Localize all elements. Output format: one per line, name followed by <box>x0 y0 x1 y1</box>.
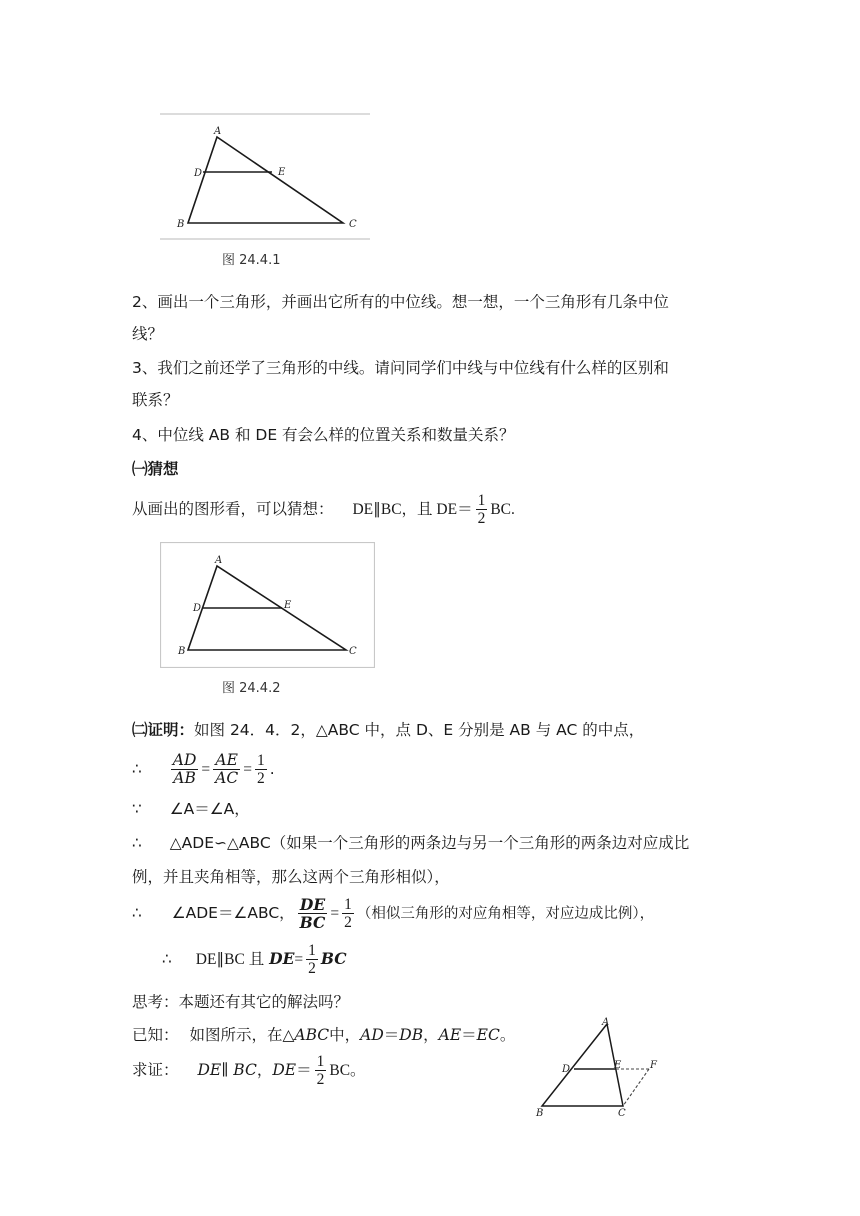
triangle-parallelogram-figure <box>532 1012 672 1124</box>
frac-den-bc: BC <box>299 913 326 932</box>
prove-end: BC。 <box>329 1062 366 1079</box>
angle-equality: ∠A＝∠A， <box>169 800 250 818</box>
period: . <box>269 760 275 778</box>
prove-eq: ＝ <box>296 1061 312 1079</box>
proof-intro-line <box>132 718 644 742</box>
prove-frac-num: 1 <box>316 1053 325 1070</box>
label-B: B <box>536 1108 544 1119</box>
conclusion-parallel: DE∥BC 且 <box>195 951 265 968</box>
equals-4: = <box>294 951 304 968</box>
proof-heading: ㈡证明： <box>132 721 195 739</box>
label-F: F <box>650 1060 657 1071</box>
angle-ade-abc: ∠ADE＝∠ABC， <box>171 904 295 922</box>
label-A: A <box>215 555 223 566</box>
label-D: D <box>194 168 203 179</box>
given-db: DB <box>399 1026 424 1044</box>
prove-sep: ， <box>256 1061 273 1079</box>
because-symbol: ∵ <box>132 800 142 818</box>
figure-24-4-2 <box>160 542 375 668</box>
label-C: C <box>618 1108 626 1119</box>
guess-heading: ㈠猜想 <box>132 460 179 478</box>
guess-statement <box>132 492 515 527</box>
therefore-symbol: ∴ <box>132 834 142 852</box>
frac-num-1c: 1 <box>308 942 316 959</box>
similarity-reason: （相似三角形的对应角相等，对应边成比例）， <box>356 906 655 922</box>
conclusion-half <box>306 942 318 977</box>
prove-parallel: DE∥ BC <box>197 1061 257 1079</box>
proof-conclusion-line <box>162 942 347 977</box>
ratio-half <box>255 752 267 787</box>
label-C: C <box>349 646 357 657</box>
ratio-ad-ab <box>171 752 199 787</box>
equals-1: = <box>201 761 211 778</box>
given-text-1: 如图所示，在 <box>189 1026 283 1044</box>
guess-text-before: 从画出的图形看，可以猜想： <box>132 500 334 518</box>
frac-num-ae: AE <box>215 751 238 769</box>
question-3-line-2: 联系？ <box>132 391 179 409</box>
given-line <box>132 1023 515 1047</box>
question-3-line-1: 3、我们之前还学了三角形的中线。请问同学们中线与中位线有什么样的区别和 <box>132 359 669 377</box>
proof-corresponding-line <box>132 896 654 931</box>
ratio-ae-ac <box>213 752 240 787</box>
question-4: 4、中位线 AB 和 DE 有会么样的位置关系和数量关系？ <box>132 426 515 444</box>
frac-num-1: 1 <box>256 752 265 769</box>
prove-line <box>132 1053 366 1088</box>
prove-de: DE <box>272 1061 297 1079</box>
similar-triangles-statement: △ADE∽△ABC（如果一个三角形的两条边与另一个三角形的两条边对应成比 <box>169 834 690 852</box>
frac-den-2c: 2 <box>308 960 316 977</box>
label-B: B <box>177 219 185 230</box>
frac-den-2b: 2 <box>344 914 352 931</box>
given-ec: EC <box>476 1026 500 1044</box>
proof-similar-line-2: 例，并且夹角相等，那么这两个三角形相似）， <box>132 868 450 886</box>
triangle-figure-1 <box>160 113 370 240</box>
given-sep: ， <box>423 1026 439 1044</box>
label-E: E <box>278 167 286 178</box>
prove-label: 求证： <box>132 1061 179 1079</box>
label-E: E <box>614 1060 622 1071</box>
question-2-line-1: 2、画出一个三角形，并画出它所有的中位线。想一想，一个三角形有几条中位 <box>132 293 669 311</box>
think-question: 思考：本题还有其它的解法吗？ <box>132 993 350 1011</box>
therefore-symbol: ∴ <box>132 760 142 778</box>
question-2-line-2: 线？ <box>132 325 164 343</box>
ratio-half-2 <box>342 896 354 931</box>
label-A: A <box>602 1017 610 1028</box>
ratio-de-bc <box>298 896 328 931</box>
given-end: 。 <box>499 1026 516 1044</box>
frac-den-ac: AC <box>215 769 239 787</box>
given-triangle: △ABC <box>282 1026 330 1044</box>
therefore-symbol: ∴ <box>132 904 142 922</box>
conclusion-bc: BC <box>320 949 347 968</box>
prove-frac-den: 2 <box>316 1071 325 1088</box>
equals-2: = <box>243 761 252 778</box>
frac-den-ab: AB <box>173 769 196 787</box>
therefore-symbol: ∴ <box>162 950 172 968</box>
label-E: E <box>284 600 292 611</box>
frac-num-ad: AD <box>172 751 197 769</box>
conclusion-de: DE <box>269 949 295 968</box>
guess-frac-den: 2 <box>477 510 486 527</box>
triangle-figure-2 <box>160 542 375 668</box>
label-B: B <box>178 646 186 657</box>
figure-caption-1: 图 24.4.1 <box>222 253 281 268</box>
guess-text-mid: DE∥BC，且 DE＝ <box>352 501 473 518</box>
proof-angle-line <box>132 797 250 821</box>
label-C: C <box>349 219 357 230</box>
figure-parallelogram <box>532 1012 672 1124</box>
given-ad: AD <box>360 1026 384 1044</box>
figure-24-4-1 <box>160 113 370 240</box>
label-D: D <box>193 603 202 614</box>
proof-similar-line <box>132 831 689 855</box>
given-text-2: 中， <box>329 1026 361 1044</box>
label-D: D <box>562 1064 571 1075</box>
guess-text-after: BC. <box>490 501 515 518</box>
prove-half <box>315 1053 327 1088</box>
given-label: 已知： <box>132 1026 179 1044</box>
proof-intro: 如图 24．4．2，△ABC 中，点 D、E 分别是 AB 与 AC 的中点， <box>194 721 645 739</box>
figure-caption-2: 图 24.4.2 <box>222 681 281 696</box>
guess-fraction <box>476 492 488 527</box>
given-eq-1: ＝ <box>383 1026 400 1044</box>
frac-num-de: DE <box>299 895 326 914</box>
given-ae: AE <box>438 1026 462 1044</box>
frac-num-1b: 1 <box>344 896 352 913</box>
proof-ratio-line <box>132 752 275 787</box>
guess-frac-num: 1 <box>477 492 486 509</box>
equals-3: = <box>330 905 340 922</box>
label-A: A <box>214 126 222 137</box>
given-eq-2: ＝ <box>461 1026 477 1044</box>
frac-den-2: 2 <box>256 770 265 787</box>
